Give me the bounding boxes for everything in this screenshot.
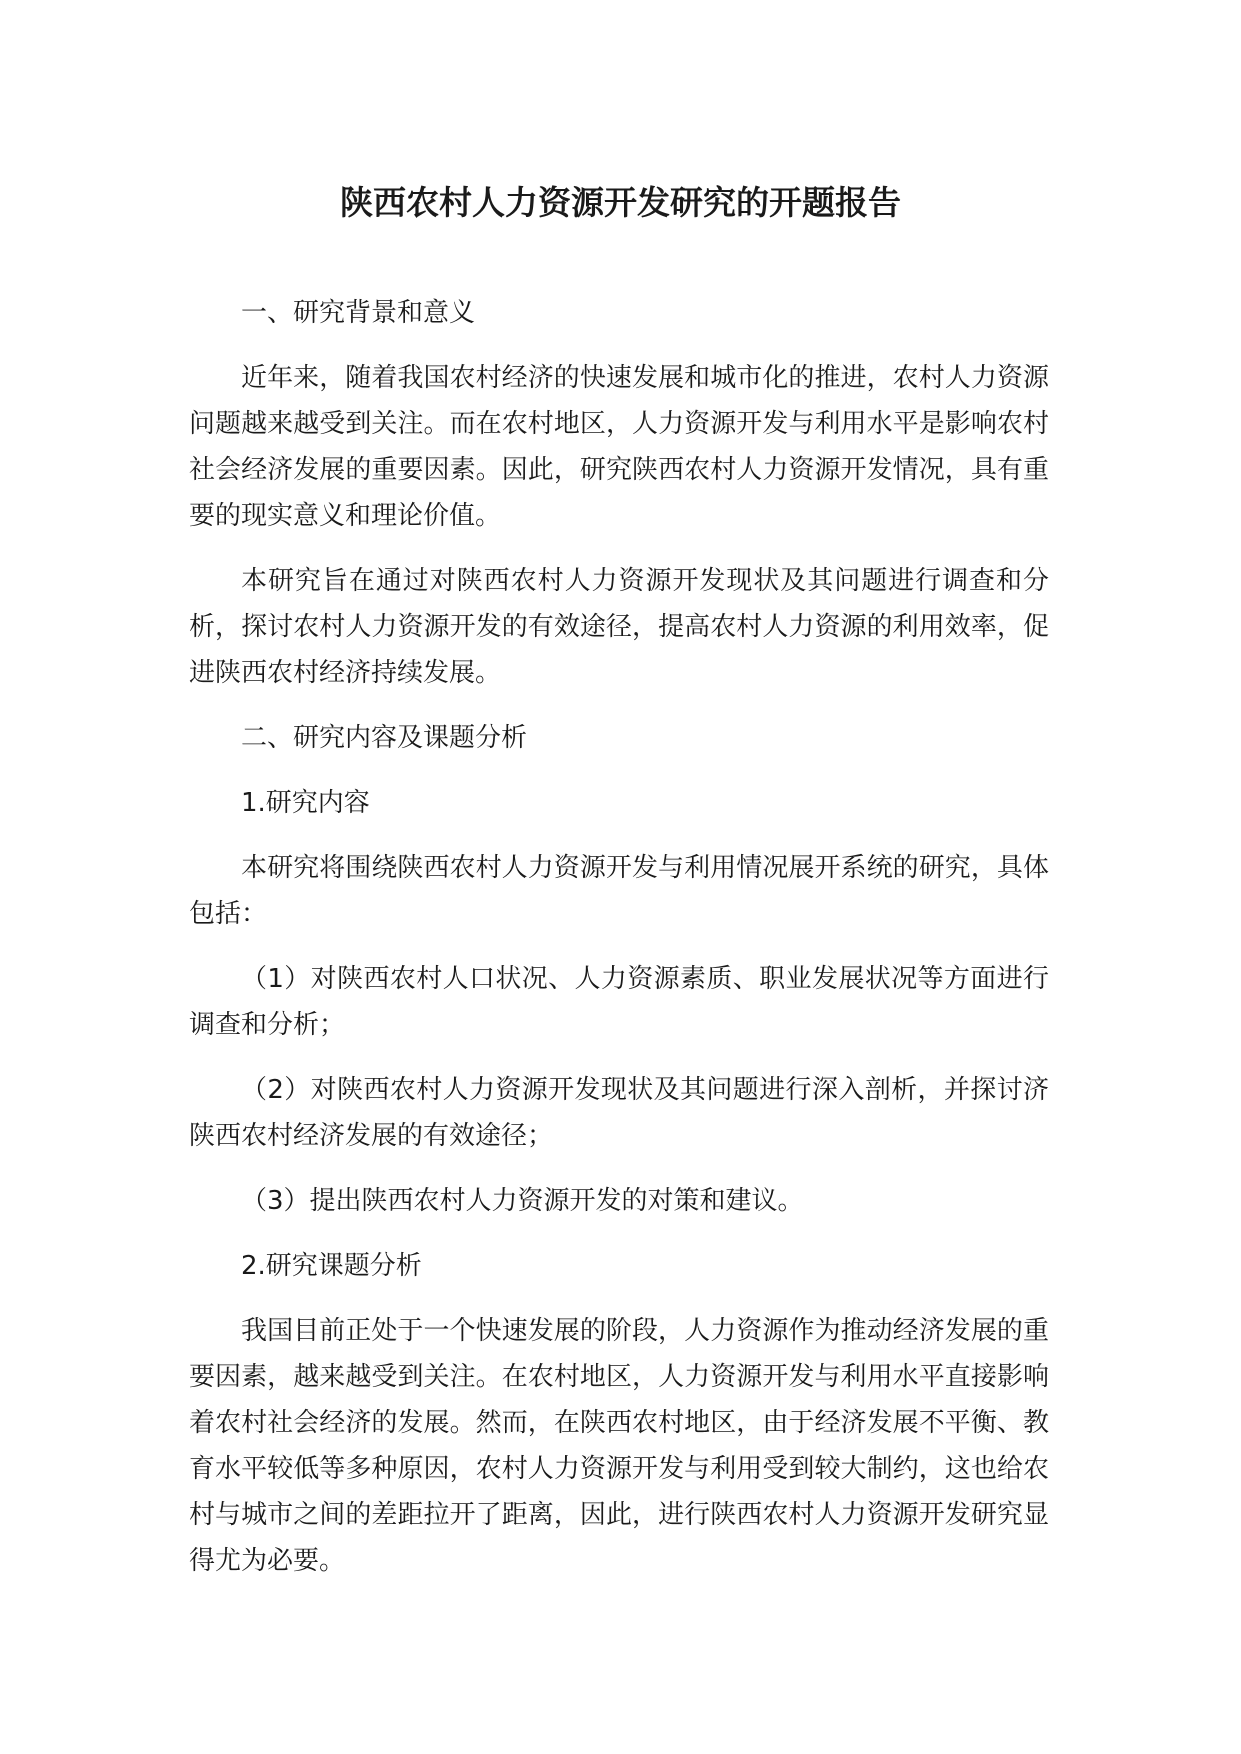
paragraph-background: 近年来，随着我国农村经济的快速发展和城市化的推进，农村人力资源问题越来越受到关注。而在农村地区，人力资源开发与利用水平是影响农村社会经济发展的重要因素。因此，研究陕西农村人力资源开发情况，具有重要的现实意义和理论价值。 — [189, 363, 1049, 531]
list-item-1: （1）对陕西农村人口状况、人力资源素质、职业发展状况等方面进行调查和分析； — [189, 964, 1049, 1040]
subheading-topic-analysis: 2.研究课题分析 — [241, 1251, 422, 1281]
document-body — [189, 290, 1049, 1603]
paragraph-topic-analysis: 我国目前正处于一个快速发展的阶段，人力资源作为推动经济发展的重要因素，越来越受到关注。在农村地区，人力资源开发与利用水平直接影响着农村社会经济的发展。然而，在陕西农村地区，由于经济发展不平衡、教育水平较低等多种原因，农村人力资源开发与利用受到较大制约，这也给农村与城市之间的差距拉开了距离，因此，进行陕西农村人力资源开发研究显得尤为必要。 — [189, 1316, 1049, 1576]
section-heading-background: 一、研究背景和意义 — [241, 298, 476, 328]
list-item-2: （2）对陕西农村人力资源开发现状及其问题进行深入剖析，并探讨济陕西农村经济发展的有效途径； — [189, 1075, 1049, 1151]
list-item-3: （3）提出陕西农村人力资源开发的对策和建议。 — [241, 1186, 804, 1216]
section-heading-content: 二、研究内容及课题分析 — [241, 723, 528, 753]
paragraph-objective: 本研究旨在通过对陕西农村人力资源开发现状及其问题进行调查和分析，探讨农村人力资源开发的有效途径，提高农村人力资源的利用效率，促进陕西农村经济持续发展。 — [189, 566, 1049, 688]
paragraph-research-scope: 本研究将围绕陕西农村人力资源开发与利用情况展开系统的研究，具体包括： — [189, 853, 1049, 929]
subheading-research-content: 1.研究内容 — [241, 788, 370, 818]
document-title: 陕西农村人力资源开发研究的开题报告 — [340, 183, 901, 222]
